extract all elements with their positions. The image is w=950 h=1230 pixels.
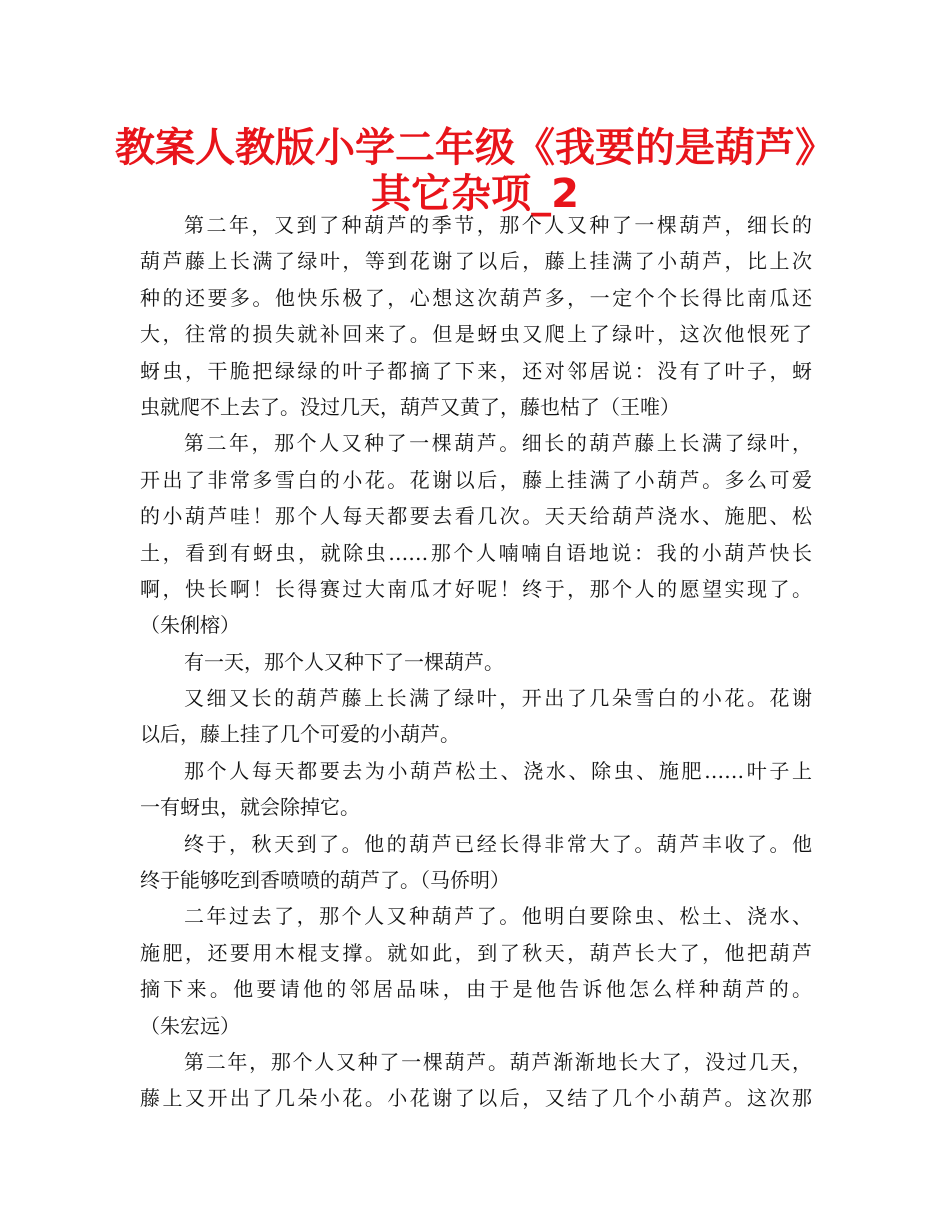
- paragraph-line: 摘下来。他要请他的邻居品味，由于是他告诉他怎么样种葫芦的。: [140, 977, 812, 1002]
- paragraph-line: 大，往常的损失就补回来了。但是蚜虫又爬上了绿叶，这次他恨死了: [140, 322, 812, 347]
- paragraph-line: 虫就爬不上去了。没过几天，葫芦又黄了，藤也枯了（王唯）: [140, 394, 680, 419]
- paragraph-line: （朱俐榕）: [140, 613, 240, 638]
- document-body: [140, 207, 812, 1117]
- paragraph-line: 施肥，还要用木棍支撑。就如此，到了秋天，葫芦长大了，他把葫芦: [140, 940, 812, 965]
- paragraph-line: 藤上又开出了几朵小花。小花谢了以后，又结了几个小葫芦。这次那: [140, 1086, 812, 1111]
- paragraph-line: 开出了非常多雪白的小花。花谢以后，藤上挂满了小葫芦。多么可爱: [140, 467, 812, 492]
- paragraph-line: 二年过去了，那个人又种葫芦了。他明白要除虫、松土、浇水、: [184, 904, 812, 929]
- paragraph-line: 以后，藤上挂了几个可爱的小葫芦。: [140, 722, 460, 747]
- paragraph-line: 土，看到有蚜虫，就除虫……那个人喃喃自语地说：我的小葫芦快长: [140, 540, 812, 565]
- paragraph-line: 第二年，那个人又种了一棵葫芦。葫芦渐渐地长大了，没过几天，: [184, 1049, 812, 1074]
- paragraph-line: 第二年，那个人又种了一棵葫芦。细长的葫芦藤上长满了绿叶，: [184, 431, 812, 456]
- paragraph-line: 第二年，又到了种葫芦的季节，那个人又种了一棵葫芦，细长的: [184, 213, 812, 237]
- paragraph-line: 葫芦藤上长满了绿叶，等到花谢了以后，藤上挂满了小葫芦，比上次: [140, 249, 812, 274]
- paragraph-line: 的小葫芦哇！那个人每天都要去看几次。天天给葫芦浇水、施肥、松: [140, 504, 812, 529]
- document-title-line-1: 教案人教版小学二年级《我要的是葫芦》: [115, 125, 835, 171]
- paragraph-line: 又细又长的葫芦藤上长满了绿叶，开出了几朵雪白的小花。花谢: [184, 686, 812, 711]
- paragraph-line: 终于，秋天到了。他的葫芦已经长得非常大了。葫芦丰收了。他: [184, 831, 812, 856]
- paragraph-line: 蚜虫，干脆把绿绿的叶子都摘了下来，还对邻居说：没有了叶子，蚜: [140, 358, 812, 383]
- paragraph-line: 一有蚜虫，就会除掉它。: [140, 795, 360, 820]
- paragraph-line: 终于能够吃到香喷喷的葫芦了。（马侨明）: [140, 868, 510, 893]
- paragraph-line: 啊，快长啊！长得赛过大南瓜才好呢！终于，那个人的愿望实现了。: [140, 576, 812, 601]
- paragraph-line: （朱宏远）: [140, 1013, 240, 1038]
- paragraph-line: 那个人每天都要去为小葫芦松土、浇水、除虫、施肥……叶子上: [184, 758, 812, 783]
- document-title-line-2: 其它杂项_2: [371, 171, 579, 217]
- paragraph-line: 种的还要多。他快乐极了，心想这次葫芦多，一定个个长得比南瓜还: [140, 285, 812, 310]
- paragraph-line: 有一天，那个人又种下了一棵葫芦。: [184, 649, 504, 674]
